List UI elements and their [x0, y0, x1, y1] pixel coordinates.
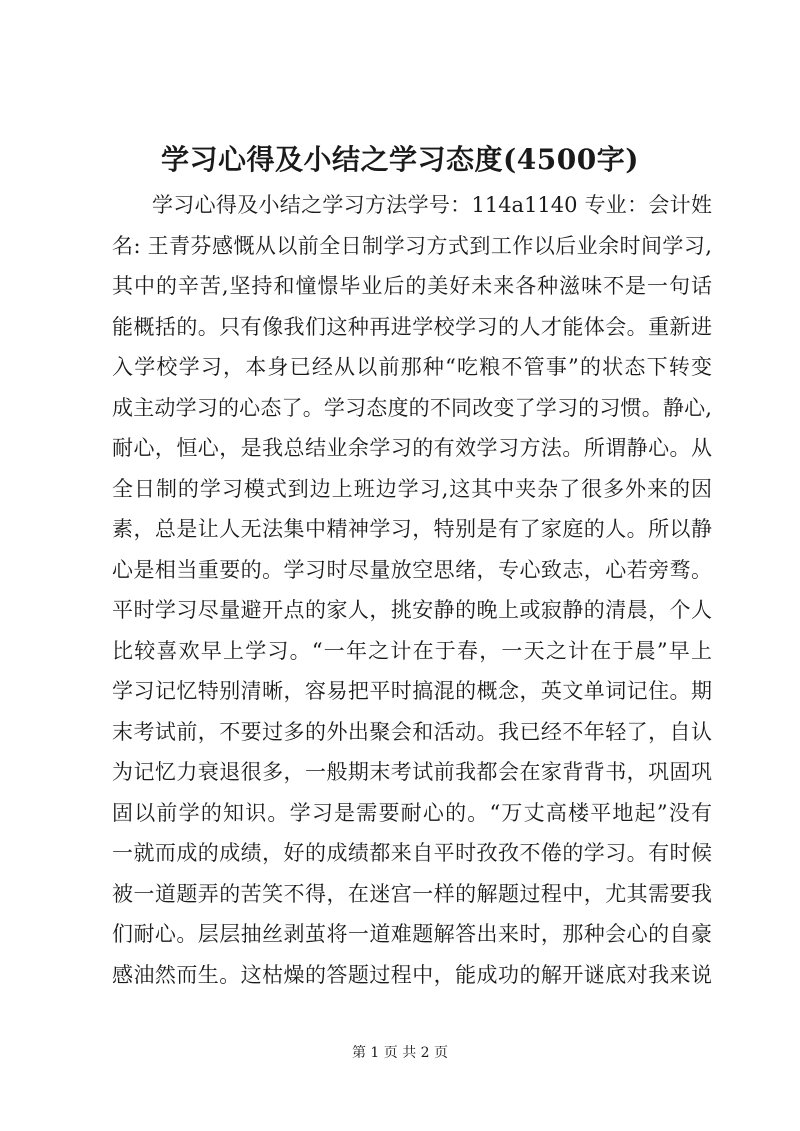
paragraph-line: 入学校学习，本身已经从以前那种“吃粮不管事”的状态下转变 [112, 355, 712, 379]
paragraph-line: 比较喜欢早上学习。“一年之计在于春，一天之计在于晨”早上 [112, 638, 712, 663]
paragraph-line: 成主动学习的心态了。学习态度的不同改变了学习的习惯。静心, [112, 395, 712, 420]
paragraph-line: 心是相当重要的。学习时尽量放空思绪，专心致志，心若旁骛。 [112, 557, 712, 582]
document-body [112, 185, 712, 995]
paragraph-line: 们耐心。层层抽丝剥茧将一道难题解答出来时，那种会心的自豪 [112, 922, 712, 946]
paragraph-line: 能概括的。只有像我们这种再进学校学习的人才能体会。重新进 [112, 314, 712, 339]
paragraph-line: 为记忆力衰退很多，一般期末考试前我都会在家背背书，巩固巩 [112, 760, 712, 784]
paragraph-line: 名: 王青芬感慨从以前全日制学习方式到工作以后业余时间学习, [112, 233, 712, 258]
paragraph-line: 学习记忆特别清晰，容易把平时搞混的概念，英文单词记住。期 [112, 679, 712, 703]
paragraph-line: 一就而成的成绩，好的成绩都来自平时孜孜不倦的学习。有时候 [112, 841, 712, 865]
paragraph-line: 平时学习尽量避开点的家人，挑安静的晚上或寂静的清晨，个人 [112, 598, 712, 622]
paragraph-line: 被一道题弄的苦笑不得，在迷宫一样的解题过程中，尤其需要我 [112, 881, 712, 906]
paragraph-line: 学习心得及小结之学习方法学号：114a1140 专业：会计姓 [152, 193, 712, 217]
paragraph-line: 全日制的学习模式到边上班边学习,这其中夹杂了很多外来的因 [112, 476, 712, 501]
paragraph-line: 固以前学的知识。学习是需要耐心的。“万丈高楼平地起”没有 [112, 800, 712, 825]
paragraph-line: 素，总是让人无法集中精神学习，特别是有了家庭的人。所以静 [112, 517, 712, 541]
paragraph-line: 末考试前，不要过多的外出聚会和活动。我已经不年轻了，自认 [112, 719, 712, 744]
document-title: 学习心得及小结之学习态度(4500字) [161, 143, 639, 176]
paragraph-line: 感油然而生。这枯燥的答题过程中，能成功的解开谜底对我来说 [112, 962, 712, 987]
page-number-footer: 第 1 页 共 2 页 [351, 1045, 449, 1061]
paragraph-line: 耐心，恒心，是我总结业余学习的有效学习方法。所谓静心。从 [112, 436, 712, 460]
paragraph-line: 其中的辛苦,坚持和憧憬毕业后的美好未来各种滋味不是一句话 [112, 274, 712, 298]
